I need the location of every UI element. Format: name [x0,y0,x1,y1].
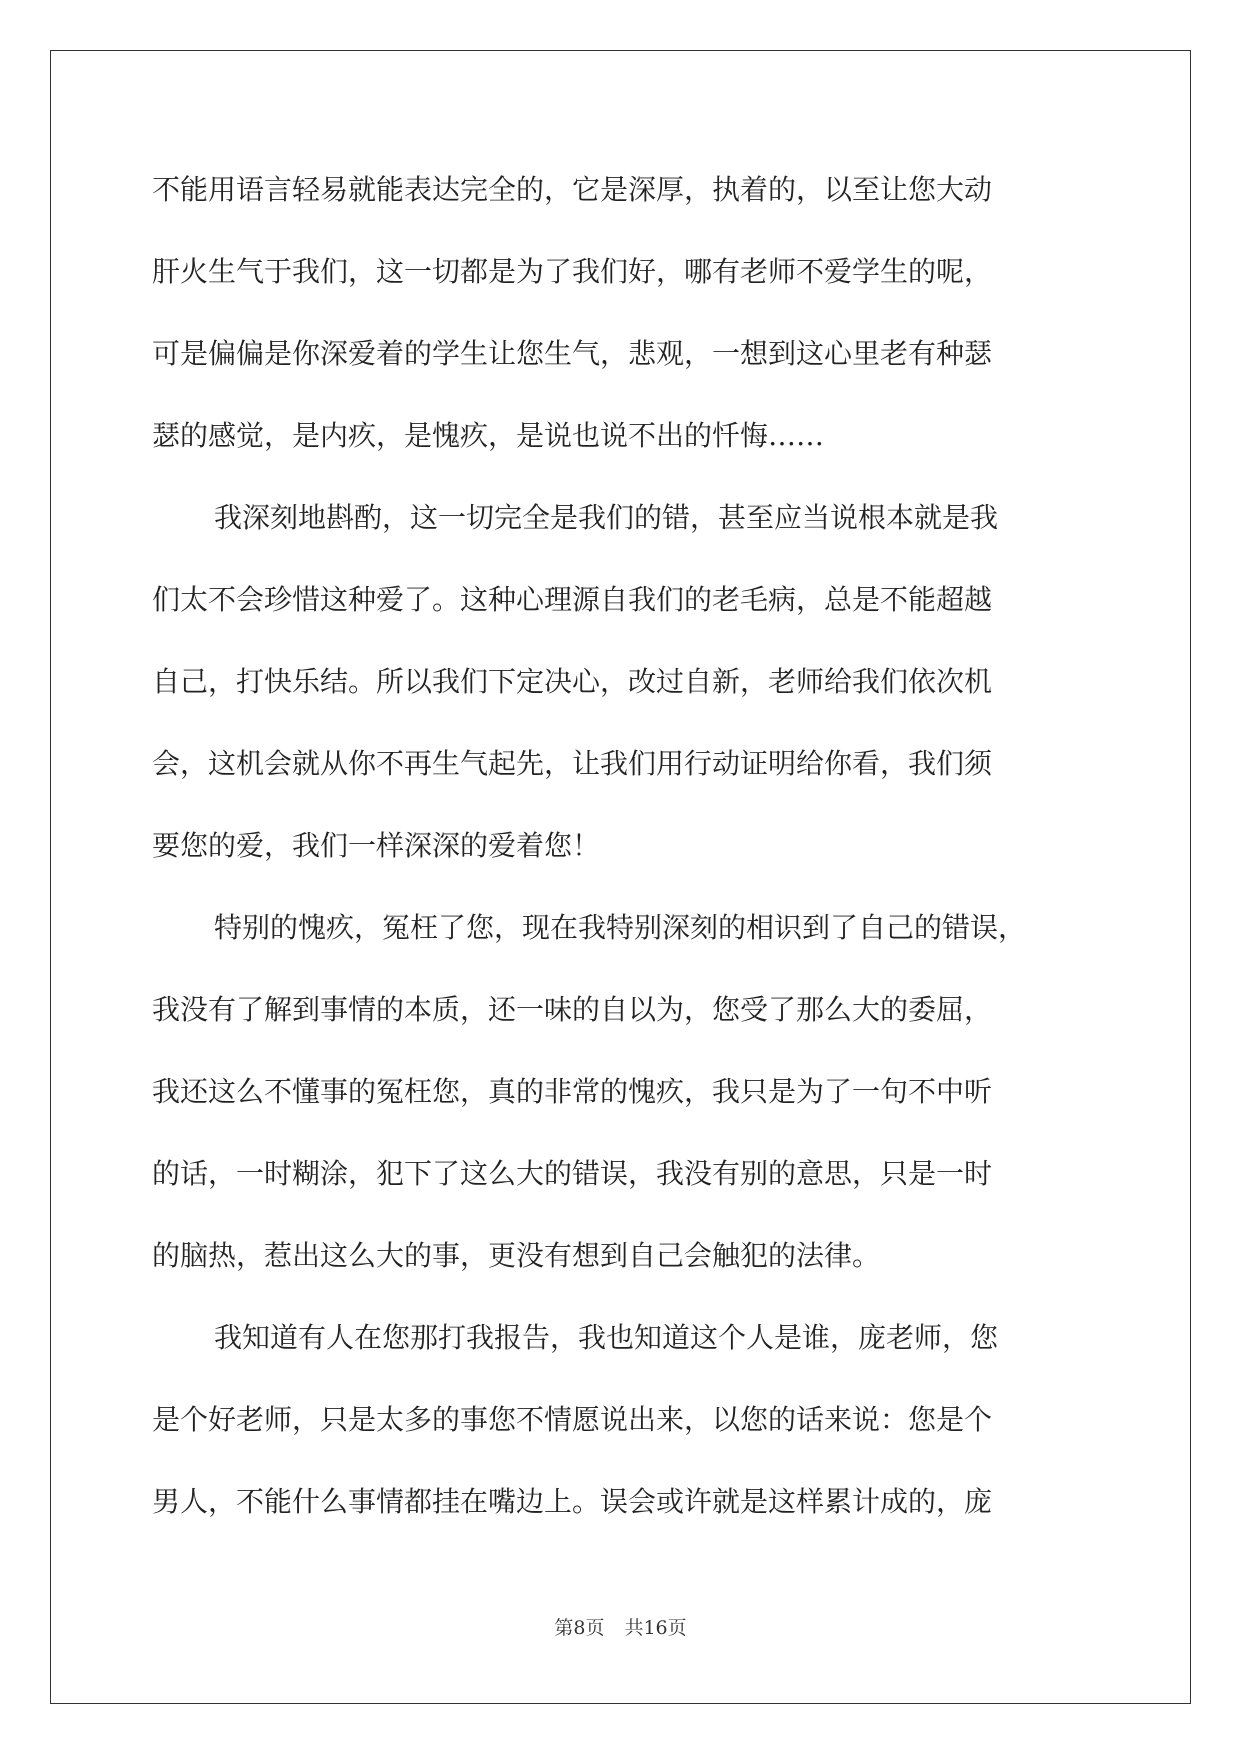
document-body [152,160,1092,1554]
text-line: 们太不会珍惜这种爱了。这种心理源自我们的老毛病，总是不能超越 [152,583,993,616]
text-line: 不能用语言轻易就能表达完全的，它是深厚，执着的，以至让您大动 [152,173,993,206]
text-line: 要您的爱，我们一样深深的爱着您！ [152,829,601,862]
text-line: 肝火生气于我们，这一切都是为了我们好，哪有老师不爱学生的呢， [152,255,993,288]
text-line: 男人，不能什么事情都挂在嘴边上。误会或许就是这样累计成的，庞 [152,1485,993,1518]
text-line: 自己，打快乐结。所以我们下定决心，改过自新，老师给我们依次机 [152,665,993,698]
text-line: 是个好老师，只是太多的事您不情愿说出来，以您的话来说：您是个 [152,1403,993,1436]
text-line: 我深刻地斟酌，这一切完全是我们的错，甚至应当说根本就是我 [214,501,999,534]
text-line: 特别的愧疚，冤枉了您，现在我特别深刻的相识到了自己的错误， [214,911,1027,944]
text-line: 可是偏偏是你深爱着的学生让您生气，悲观，一想到这心里老有种瑟 [152,337,993,370]
text-line: 我知道有人在您那打我报告，我也知道这个人是谁，庞老师，您 [214,1321,999,1354]
page-number-total: 共16页 [624,1617,687,1639]
page-footer [0,1613,1241,1640]
text-line: 的话，一时糊涂，犯下了这么大的错误，我没有别的意思，只是一时 [152,1157,993,1190]
text-line: 我没有了解到事情的本质，还一味的自以为，您受了那么大的委屈， [152,993,993,1026]
text-line: 会，这机会就从你不再生气起先，让我们用行动证明给你看，我们须 [152,747,993,780]
text-line: 的脑热，惹出这么大的事，更没有想到自己会触犯的法律。 [152,1239,881,1272]
text-line: 我还这么不懂事的冤枉您，真的非常的愧疚，我只是为了一句不中听 [152,1075,993,1108]
text-line: 瑟的感觉，是内疚，是愧疚，是说也说不出的忏悔…… [152,419,825,452]
page-number-current: 第8页 [554,1617,605,1639]
